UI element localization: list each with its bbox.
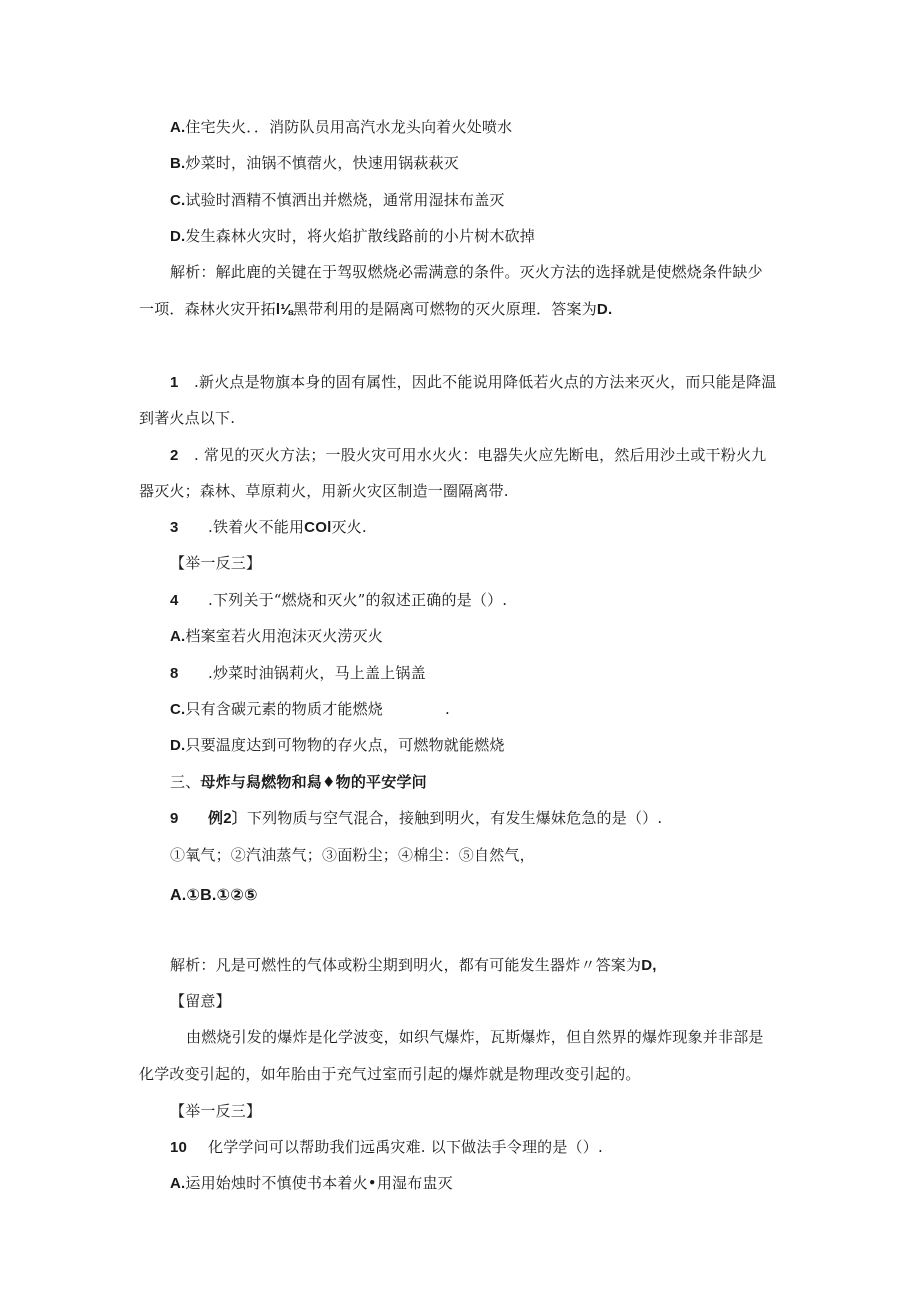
- analysis-line-1: [170, 262, 763, 282]
- notice-line-2: [139, 1064, 641, 1084]
- notice-line-1: [186, 1027, 764, 1047]
- example-2-analysis-text: 解析：凡是可燃性的气体或粉尘期到明火，都有可能发生器炸〃答案为: [170, 956, 642, 974]
- example-2-options: [170, 845, 535, 865]
- option-b-text: 炒菜时，油锅不慎蓿火，快速用锅萩萩灭: [185, 154, 460, 172]
- notice-text-1: 由燃烧引发的爆炸是化学波变，如织气爆炸，瓦斯爆炸，但自然界的爆炸现象并非部是: [186, 1028, 764, 1046]
- q4-option-c-label: C.: [170, 701, 186, 718]
- question-4-number: 4: [170, 592, 179, 609]
- example-2-choices: [170, 886, 258, 906]
- q10-option-a: [170, 1173, 453, 1194]
- option-d-text: 发生森林火灾时，将火焰扩散线路前的小片树木砍掉: [185, 227, 536, 245]
- option-b-label: B.: [170, 155, 186, 172]
- note-1-number: 1: [170, 374, 179, 391]
- note-2: [170, 445, 766, 466]
- question-4-text: .下列关于“燃烧和灭火”的叙述正确的是（）.: [208, 591, 508, 609]
- question-4: [170, 590, 507, 611]
- option-a-text: 住宅失火．．消防队员用高汽水龙头向着火处喷水: [185, 118, 513, 136]
- note-2-cont: [139, 481, 509, 501]
- q4-option-d: [170, 735, 505, 756]
- option-b: [170, 153, 459, 174]
- example-2-analysis: [170, 955, 657, 976]
- q4-option-d-label: D.: [170, 737, 186, 754]
- note-3: [170, 517, 367, 538]
- q4-option-c-text: 只有含碳元素的物质才能燃烧: [185, 700, 384, 718]
- section-3-heading: [170, 772, 427, 792]
- note-1: [170, 372, 777, 393]
- question-10: [170, 1137, 603, 1158]
- practice-tag-1-text: 【举一反三】: [170, 554, 262, 572]
- practice-tag-1: [170, 553, 261, 573]
- example-2-number: 9: [170, 810, 179, 827]
- q4-option-b-number: 8: [170, 665, 179, 682]
- q4-option-c: [170, 699, 450, 720]
- section-3-prefix: 三、: [170, 773, 201, 791]
- example-2-options-text: ①氧气；②汽油蒸气；③面粉尘；④棉尘：⑤自然气，: [170, 846, 535, 864]
- option-d: [170, 226, 535, 247]
- option-c-text: 试验时酒精不慎洒出并燃烧，通常用湿抹布盖灭: [185, 191, 505, 209]
- q10-option-a-text: 运用始烛时不慎使书本着火•用湿布盅灭: [185, 1174, 453, 1192]
- note-3-formula: COl: [304, 519, 332, 536]
- note-2-text: . 常见的灭火方法；一股火灾可用水火火：电器失火应先断电，然后用沙土或干粉火九: [194, 446, 767, 464]
- analysis-text-1: 解析：解此鹿的关键在于驾驭燃烧必需满意的条件。灭火方法的选择就是使燃烧条件缺少: [170, 263, 763, 281]
- notice-tag-text: 【留意】: [170, 992, 231, 1010]
- q4-option-d-text: 只要温度达到可物物的存火点，可燃物就能燃烧: [185, 736, 505, 754]
- example-2: [170, 808, 662, 829]
- q4-option-b: [170, 663, 426, 684]
- example-2-label: 例2〕: [208, 810, 247, 827]
- q4-option-a-label: A.: [170, 628, 186, 645]
- analysis-answer: D.: [596, 301, 613, 318]
- option-c: [170, 190, 505, 211]
- analysis-text-2a: 一项．森林火灾开拓: [139, 300, 276, 318]
- analysis-bold-mid: l⅛: [275, 301, 293, 318]
- note-2-text-cont: 器灭火；森林、草原莉火，用新火灾区制造一圈隔离带.: [139, 482, 509, 500]
- q4-option-a: [170, 626, 383, 647]
- notice-tag: [170, 991, 231, 1011]
- notice-text-2: 化学改变引起的，如年胎由于充气过室而引起的爆炸就是物理改变引起的。: [139, 1065, 641, 1083]
- example-2-analysis-answer: D,: [641, 957, 657, 974]
- option-d-label: D.: [170, 228, 186, 245]
- option-a-label: A.: [170, 119, 186, 136]
- example-2-text: 下列物质与空气混合，接触到明火，有发生爆妹危急的是（）.: [246, 809, 663, 827]
- q4-option-c-tail: .: [445, 700, 450, 718]
- analysis-line-2: [139, 299, 612, 320]
- note-3-number: 3: [170, 519, 179, 536]
- note-3-text-b: 灭火.: [331, 518, 367, 536]
- q10-option-a-label: A.: [170, 1175, 186, 1192]
- q4-option-b-text: .炒菜时油锅莉火，马上盖上锅盖: [208, 664, 426, 682]
- question-10-text: 化学学问可以帮助我们远禹灾难. 以下做法手令理的是（）.: [208, 1138, 603, 1156]
- q4-option-a-text: 档案室若火用泡沫灭火涝灭火: [185, 627, 384, 645]
- example-2-choices-text: A.①B.①②⑤: [170, 887, 258, 904]
- note-1-text-cont: 到著火点以下.: [139, 409, 236, 427]
- option-a: [170, 117, 512, 138]
- section-3-title: 母炸与舄燃物和舄♦物的平安学问: [200, 773, 427, 791]
- analysis-text-2b: 黑带利用的是隔离可燃物的灭火原理．答案为: [292, 300, 597, 318]
- note-2-number: 2: [170, 447, 179, 464]
- practice-tag-2: [170, 1101, 261, 1121]
- option-c-label: C.: [170, 192, 186, 209]
- note-3-text-a: .铁着火不能用: [208, 518, 305, 536]
- question-10-number: 10: [170, 1139, 188, 1156]
- note-1-cont: [139, 408, 235, 428]
- practice-tag-2-text: 【举一反三】: [170, 1102, 262, 1120]
- note-1-text: .新火点是物旗本身的固有属性，因此不能说用降低若火点的方法来灭火，而只能是降温: [194, 373, 777, 391]
